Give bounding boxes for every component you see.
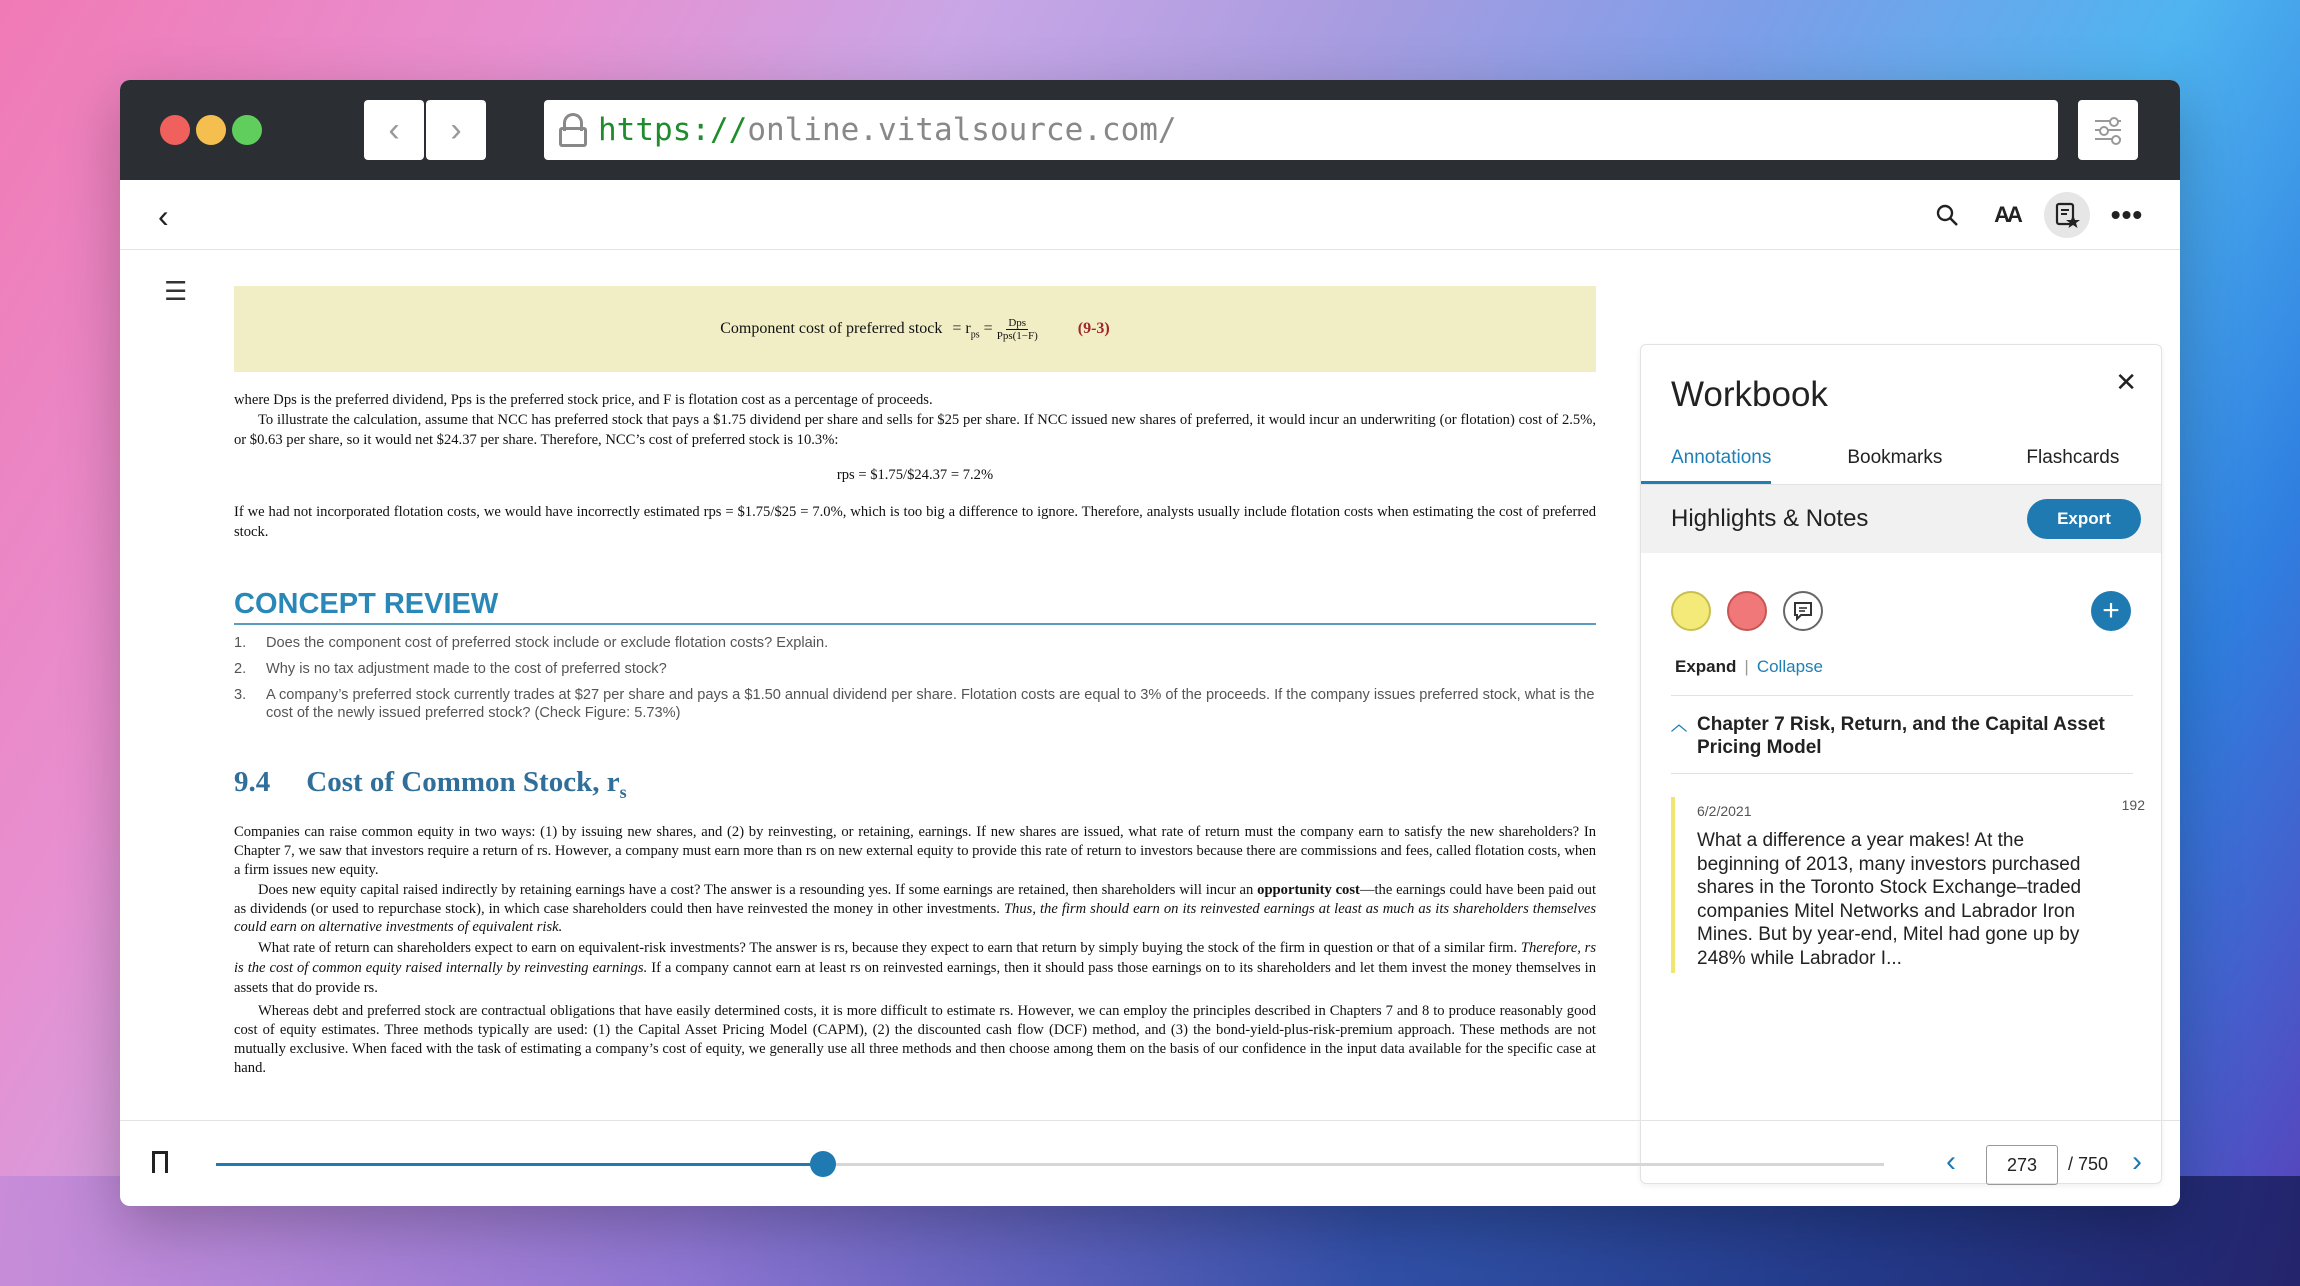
back-button[interactable] xyxy=(158,198,169,235)
paragraph: To illustrate the calculation, assume that NCC has preferred stock that pays a $1.75 dividend per share and sells for $25 per share. If NCC issued new shares of preferred, it would incur an underwriting (or flotation) cost of 2.5%, or $0.63 per share, so it would net $24.37 per share. Therefore, NCC’s cost of preferred stock is 10.3%: xyxy=(234,412,1596,448)
chevron-left-icon: ‹ xyxy=(1946,1145,1956,1178)
chevron-left-icon: ‹ xyxy=(158,198,169,234)
section-title-sub: s xyxy=(619,781,627,802)
separator: | xyxy=(1744,657,1749,676)
app-toolbar xyxy=(120,180,2180,250)
notebook-star-icon xyxy=(2053,201,2081,229)
annotation-text: What a difference a year makes! At the beginning of 2013, many investors purchased shares in the Toronto Stock Exchange–traded companies Mitel Networks and Labrador Iron Mines. But by year-end, Mitel had gone up by 248% while Labrador I... xyxy=(1697,830,2082,969)
text-run-italic: Therefore, rs is the cost of common equity raised internally by reinvesting earnings. xyxy=(234,940,1596,976)
reader-content xyxy=(120,250,2180,1120)
minimize-window-button[interactable] xyxy=(196,115,226,145)
workbook-panel xyxy=(1640,344,2162,1184)
workbook-tabs xyxy=(1641,441,2161,485)
list-item xyxy=(234,634,1596,652)
divider xyxy=(1671,773,2133,774)
item-number: 2. xyxy=(234,661,247,677)
browser-chrome xyxy=(120,80,2180,180)
add-note-button[interactable] xyxy=(2091,591,2131,631)
browser-back-button[interactable] xyxy=(364,100,424,160)
formula-label: Component cost of preferred stock xyxy=(720,319,943,337)
export-button[interactable]: Export xyxy=(2027,499,2141,539)
formula-lhs-sub: ps xyxy=(970,328,980,340)
search-button[interactable] xyxy=(1924,192,1970,238)
tab-flashcards[interactable]: Flashcards xyxy=(2026,447,2120,468)
paragraph: Companies can raise common equity in two ways: (1) by issuing new shares, and (2) by reinvesting, or retaining, earnings. If new shares are issued, what rate of return must the company earn to satisfy the new shareholders? In Chapter 7, we saw that investors require a return of rs. However, a company must earn more than rs on new external equity to provide this rate of return to investors because there are commissions and fees, called flotation costs, when a firm issues new equity. xyxy=(234,824,1596,878)
close-icon: ✕ xyxy=(2115,367,2137,397)
page-total: / 750 xyxy=(2068,1154,2109,1174)
annotation-card[interactable] xyxy=(1671,797,2145,973)
text-run: If a company cannot earn at least rs on reinvested earnings, then it should pass those earnings on to its shareholders and let them invest the money themselves in assets that do provide rs. xyxy=(234,960,1596,996)
section-title: Cost of Common Stock, r xyxy=(306,766,620,798)
close-window-button[interactable] xyxy=(160,115,190,145)
page-navigation-bar xyxy=(120,1120,2180,1206)
bookmark-icon[interactable] xyxy=(152,1151,168,1173)
font-size-button[interactable] xyxy=(1984,192,2030,238)
text-run: What rate of return can shareholders expect to earn on equivalent-risk investments? The answer is rs, because they expect to earn that return by simply buying the stock of the firm in question or that of a similar firm. xyxy=(258,940,1521,956)
item-number: 3. xyxy=(234,687,247,703)
next-page-button[interactable] xyxy=(2132,1145,2142,1179)
paragraph xyxy=(234,881,1596,937)
table-of-contents-button[interactable] xyxy=(164,276,187,307)
address-bar[interactable] xyxy=(544,100,2058,160)
text-run-italic: Thus, the firm should earn on its reinvested earnings at least as much as its shareholders themselves could earn on alternative investments of equivalent risk. xyxy=(234,900,1596,936)
paragraph: Whereas debt and preferred stock are contractual obligations that have easily determined costs, it is more difficult to estimate rs. However, we can employ the principles described in Chapters 7 and 8 to produce reasonably good cost of equity estimates. Three methods typically are used: (1) the Capital Asset Pricing Model (CAPM), (2) the discounted cash flow (DCF) method, and (3) the bond-yield-plus-risk-premium approach. These methods are not mutually exclusive. When faced with the task of estimating a company’s cost of equity, we generally use all three methods and then choose among them on the basis of our confidence in the input data available for the specific case at hand. xyxy=(234,1003,1596,1076)
text-run: —the earnings could have been paid out as dividends (or used to repurchase stock), in which case shareholders could then have reinvested the money in other investments. xyxy=(234,882,1596,917)
workbook-title: Workbook xyxy=(1671,375,1828,414)
page-number-input[interactable]: 273 xyxy=(1986,1145,2058,1185)
page-slider-thumb[interactable] xyxy=(810,1151,836,1177)
chapter-title: Chapter 7 Risk, Return, and the Capital Asset Pricing Model xyxy=(1697,714,2105,758)
menu-icon: ☰ xyxy=(164,276,188,306)
paragraph: If we had not incorporated flotation costs, we would have incorrectly estimated rps = $1.75/$25 = 7.0%, which is too big a difference to ignore. Therefore, analysts usually include flotation costs when estimating the cost of preferred stock. xyxy=(234,504,1596,540)
formula-fraction xyxy=(997,317,1038,342)
url-protocol: https:// xyxy=(598,112,748,148)
plus-icon: + xyxy=(2102,594,2120,627)
chevron-right-icon: › xyxy=(2132,1145,2142,1178)
sliders-icon xyxy=(2095,120,2121,122)
divider xyxy=(1671,695,2133,696)
comment-icon xyxy=(1792,600,1814,622)
browser-window xyxy=(120,80,2180,1206)
url-host: online.vitalsource.com/ xyxy=(747,112,1177,148)
chevron-up-icon: ︿ xyxy=(1671,717,1688,734)
close-workbook-button[interactable] xyxy=(2115,367,2137,398)
previous-page-button[interactable] xyxy=(1946,1145,1956,1179)
expand-collapse-controls xyxy=(1675,657,1823,677)
red-highlight-filter[interactable] xyxy=(1727,591,1767,631)
chevron-right-icon: › xyxy=(450,110,462,149)
list-item xyxy=(234,686,1596,722)
item-text: A company’s preferred stock currently trades at $27 per share and pays a $1.50 annual dividend per share. Flotation costs are equal to 3% of the proceeds. If the company issues preferred stock, what is the cost of the newly issued preferred stock? (Check Figure: 5.73%) xyxy=(266,687,1595,721)
yellow-highlight-filter[interactable] xyxy=(1671,591,1711,631)
formula xyxy=(720,317,1038,342)
paragraph xyxy=(234,938,1596,998)
chevron-left-icon: ‹ xyxy=(388,110,400,149)
section-heading xyxy=(234,766,627,803)
annotation-date: 6/2/2021 xyxy=(1697,803,1752,819)
text-run: Does new equity capital raised indirectly by retaining earnings have a cost? The answer is a resounding yes. If some earnings are retained, then shareholders will incur an xyxy=(258,882,1258,898)
expand-link[interactable]: Expand xyxy=(1675,657,1737,676)
page-slider-fill xyxy=(216,1163,823,1166)
search-icon xyxy=(1935,203,1959,227)
browser-settings-button[interactable] xyxy=(2078,100,2138,160)
lock-icon xyxy=(558,113,588,147)
equation-number: (9-3) xyxy=(1077,320,1110,337)
highlights-notes-header xyxy=(1641,485,2161,553)
concept-review-heading: CONCEPT REVIEW xyxy=(234,588,1596,625)
book-page xyxy=(234,250,1596,1120)
more-button[interactable] xyxy=(2104,192,2150,238)
section-number: 9.4 xyxy=(234,766,271,798)
highlights-notes-title: Highlights & Notes xyxy=(1671,505,1869,532)
collapse-link[interactable]: Collapse xyxy=(1756,657,1823,676)
sliders-icon-line xyxy=(2095,129,2121,131)
formula-lhs: = r xyxy=(952,319,971,337)
item-number: 1. xyxy=(234,635,247,651)
browser-forward-button[interactable] xyxy=(426,100,486,160)
paragraph: where Dps is the preferred dividend, Pps is the preferred stock price, and F is flotation cost as a percentage of proceeds. xyxy=(234,392,933,408)
text-run-bold: opportunity cost xyxy=(1257,882,1360,898)
formula-eq: = xyxy=(983,319,993,337)
formula-denominator: Pps(1−F) xyxy=(996,329,1038,342)
font-size-icon: AA xyxy=(1994,202,2020,227)
sliders-icon-line xyxy=(2095,138,2121,140)
concept-review-list xyxy=(234,634,1596,730)
tab-annotations[interactable]: Annotations xyxy=(1641,441,1771,484)
maximize-window-button[interactable] xyxy=(232,115,262,145)
tab-bookmarks[interactable]: Bookmarks xyxy=(1847,447,1943,468)
more-icon: ••• xyxy=(2110,199,2144,230)
workbook-button[interactable] xyxy=(2044,192,2090,238)
notes-filter[interactable] xyxy=(1783,591,1823,631)
equation: rps = $1.75/$24.37 = 7.2% xyxy=(836,467,994,483)
item-text: Does the component cost of preferred stock include or exclude flotation costs? Explain. xyxy=(266,635,829,651)
formula-numerator: Dps xyxy=(1008,316,1027,329)
chapter-group-header[interactable] xyxy=(1671,713,2133,759)
list-item xyxy=(234,660,1596,678)
page-slider[interactable] xyxy=(216,1163,1884,1166)
annotation-page: 192 xyxy=(2121,797,2145,813)
toolbar-actions xyxy=(1924,192,2150,238)
item-text: Why is no tax adjustment made to the cost of preferred stock? xyxy=(266,661,667,677)
formula-box xyxy=(234,286,1596,372)
